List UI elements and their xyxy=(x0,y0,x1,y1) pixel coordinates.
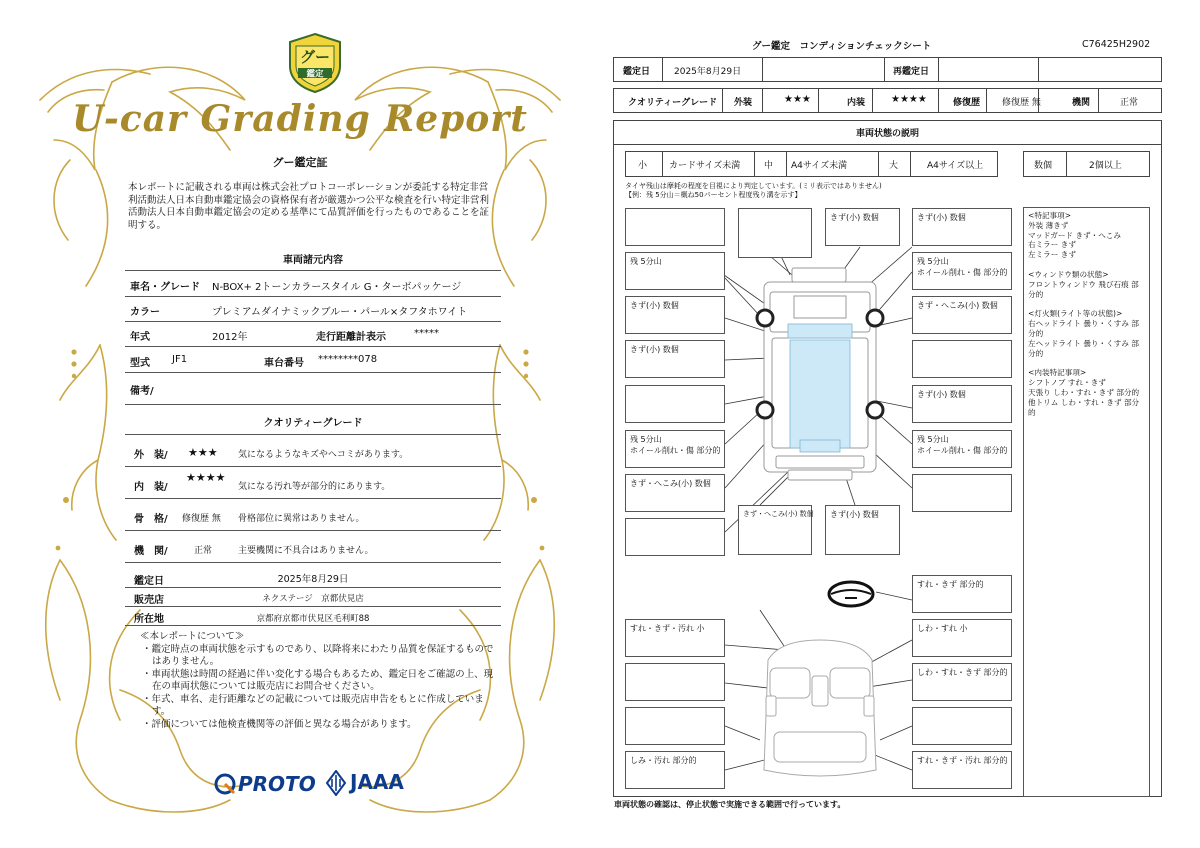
note-item: ・年式、車名、走行距離などの記載については販売店申告をもとに作成しています。 xyxy=(142,693,484,717)
interior-grade-label: 内 装/ xyxy=(134,482,168,493)
vehicle-name-value: N-BOX+ 2トーンカラースタイル G・ターボパッケージ xyxy=(212,282,462,293)
remarks-line: マッドガード きず・へこみ xyxy=(1028,230,1122,240)
footer-note: 車両状態の確認は、停止状態で実施できる範囲で行っています。 xyxy=(614,800,846,809)
engine-grade-label: 機 関/ xyxy=(134,546,168,557)
condition-box xyxy=(625,751,725,789)
condition-label: ホイール削れ・傷 部分的 xyxy=(917,268,1008,277)
exterior-grade-stars: ★★★ xyxy=(188,446,218,459)
vehicle-name-label: 車名・グレード xyxy=(130,282,200,293)
shop-value: ネクステージ 京都伏見店 xyxy=(262,594,364,604)
sheet-title: グー鑑定 コンディションチェックシート xyxy=(752,41,932,52)
remarks-line: 左ヘッドライト 曇り・くすみ 部分的 xyxy=(1028,338,1139,358)
remarks-heading: <特記事項> xyxy=(1028,211,1072,220)
condition-label: きず(小) 数個 xyxy=(917,213,966,222)
condition-box xyxy=(625,252,725,290)
tire-note-1: タイヤ残山は摩耗の程度を目視により判定しています。(ミリ表示ではありません) xyxy=(625,182,882,190)
interior-stars: ★★★★ xyxy=(891,94,927,105)
frame-grade-label: 骨 格/ xyxy=(134,514,168,525)
divider xyxy=(125,434,501,435)
spec-heading: 車両諸元内容 xyxy=(283,255,343,266)
condition-box xyxy=(912,385,1012,423)
badge-line2: 鑑定 xyxy=(306,69,324,80)
condition-label: しわ・すれ 小 xyxy=(917,624,968,633)
remarks-line: 右ヘッドライト 曇り・くすみ 部分的 xyxy=(1028,319,1139,338)
remarks-label: 備考/ xyxy=(130,386,154,397)
size-small-desc: カードサイズ未満 xyxy=(669,161,741,171)
divider xyxy=(125,346,501,347)
model-label: 型式 xyxy=(130,358,150,369)
divider xyxy=(125,321,501,322)
chassis-value: ********078 xyxy=(318,354,378,365)
condition-box xyxy=(912,751,1012,789)
engine-value: 正常 xyxy=(1120,98,1139,108)
vehicle-color-label: カラー xyxy=(130,307,160,318)
condition-box xyxy=(912,619,1012,657)
divider xyxy=(125,587,501,588)
condition-box xyxy=(625,385,725,423)
condition-box xyxy=(912,474,1012,512)
remarks-heading: <ウィンドウ類の状態> xyxy=(1028,269,1109,279)
divider xyxy=(125,606,501,607)
mileage-label: 走行距離計表示 xyxy=(316,332,386,343)
condition-box xyxy=(912,663,1012,701)
condition-label: 残 5分山 xyxy=(630,257,662,266)
proto-logo: PROTO xyxy=(238,772,316,796)
condition-box xyxy=(625,340,725,378)
count-label: 数個 xyxy=(1034,161,1053,171)
frame-grade-value: 修復歴 無 xyxy=(182,514,221,524)
condition-label: ホイール削れ・傷 部分的 xyxy=(917,446,1008,455)
condition-label: すれ・きず 部分的 xyxy=(917,580,984,589)
condition-box xyxy=(912,208,1012,246)
condition-box xyxy=(912,296,1012,334)
interior-grade-stars: ★★★★ xyxy=(186,471,226,484)
condition-box xyxy=(912,252,1012,290)
quality-heading: クオリティーグレード xyxy=(263,418,363,429)
remarks-line: フロントウィンドウ 飛び石痕 部分的 xyxy=(1028,279,1139,299)
condition-box xyxy=(912,575,1012,613)
report-notes xyxy=(140,631,496,731)
exterior-grade-desc: 気になるようなキズやヘコミがあります。 xyxy=(238,450,409,460)
condition-label: きず(小) 数個 xyxy=(830,213,879,222)
condition-box xyxy=(625,707,725,745)
divider xyxy=(125,498,501,499)
vehicle-year-label: 年式 xyxy=(130,332,150,343)
recheck-date-label: 再鑑定日 xyxy=(893,67,930,77)
remarks-line: 天張り しわ・すれ・きず 部分的 xyxy=(1028,387,1140,397)
condition-label: 残 5分山 xyxy=(630,435,662,444)
divider xyxy=(125,296,501,297)
condition-label: きず(小) 数個 xyxy=(630,345,679,354)
note-item: ・評価については他検査機関等の評価と異なる場合があります。 xyxy=(142,718,417,730)
notes-heading: ≪本レポートについて≫ xyxy=(140,631,245,642)
condition-box xyxy=(625,474,725,512)
condition-box xyxy=(625,518,725,556)
remarks-line: 右ミラー きず xyxy=(1028,240,1076,250)
divider xyxy=(125,625,501,626)
certificate-title: U-car Grading Report xyxy=(72,98,528,140)
remarks-line: 左ミラー きず xyxy=(1028,250,1076,260)
frame-grade-desc: 骨格部位に異常はありません。 xyxy=(238,514,365,524)
model-value: JF1 xyxy=(172,354,188,365)
condition-label: 残 5分山 xyxy=(917,435,949,444)
vehicle-color-value: プレミアムダイナミックブルー・パール×タフタホワイト xyxy=(212,307,468,318)
engine-grade-desc: 主要機関に不具合はありません。 xyxy=(238,546,374,556)
engine-grade-value: 正常 xyxy=(194,546,213,556)
divider xyxy=(125,466,501,467)
condition-box xyxy=(912,340,1012,378)
condition-label: 残 5分山 xyxy=(917,257,949,266)
size-mid-desc: A4サイズ未満 xyxy=(791,161,848,171)
remarks-heading: <内装特記事項> xyxy=(1028,368,1087,378)
divider xyxy=(125,404,501,405)
shop-label: 販売店 xyxy=(134,595,164,606)
remarks-line: 他トリム しわ・すれ・きず 部分的 xyxy=(1028,397,1140,417)
condition-label: きず(小) 数個 xyxy=(830,510,879,519)
repair-label: 修復歴 xyxy=(953,98,981,108)
size-large-label: 大 xyxy=(889,161,899,171)
condition-box xyxy=(825,208,900,246)
jaaa-logo-icon xyxy=(326,770,346,796)
note-item: ・鑑定時点の車両状態を示すものであり、以降将来にわたり品質を保証するものではありません。 xyxy=(142,643,494,667)
condition-box xyxy=(625,663,725,701)
condition-box xyxy=(625,619,725,657)
vehicle-year-value: 2012年 xyxy=(212,332,248,343)
size-mid-label: 中 xyxy=(764,161,774,171)
badge-line1: グー xyxy=(299,48,331,66)
grade-label: クオリティーグレード xyxy=(628,98,718,108)
condition-label: きず・へこみ(小) 数個 xyxy=(917,301,998,310)
condition-label: しみ・汚れ 部分的 xyxy=(630,756,697,765)
date-label: 鑑定日 xyxy=(623,67,651,77)
condition-label: きず・へこみ(小) 数個 xyxy=(630,479,711,488)
condition-box xyxy=(625,208,725,246)
note-item: ・車両状態は時間の経過に伴い変化する場合もあるため、鑑定日をご確認の上、現在の車両状態については販売店にお問合せください。 xyxy=(142,668,494,692)
divider xyxy=(125,562,501,563)
exterior-stars: ★★★ xyxy=(784,94,811,105)
remarks-line: シフトノブ すれ・きず xyxy=(1028,378,1106,388)
divider xyxy=(125,372,501,373)
mileage-value: ***** xyxy=(414,328,439,339)
tire-note-2: 【例：残 5分山＝概ね50パーセント程度残り溝を示す】 xyxy=(625,191,802,199)
remarks-heading: <灯火類(ライト等の状態)> xyxy=(1028,309,1123,319)
condition-label: きず・へこみ(小) 数個 xyxy=(743,510,814,518)
date-value: 2025年8月29日 xyxy=(674,67,742,77)
divider xyxy=(125,270,501,271)
condition-label: ホイール削れ・傷 部分的 xyxy=(630,446,721,455)
interior-label: 内装 xyxy=(847,98,866,108)
exterior-label: 外装 xyxy=(734,98,753,108)
certificate-intro-text: 本レポートに記載される車両は株式会社プロトコーポレーションが委託する特定非営利活動法人日本自動車鑑定協会の資格保有者が厳選かつ公平な検査を行い特定非営利活動法人日本自動車鑑定協会の定める基準にて品質評価を行ったものであることを証明する。 xyxy=(128,182,490,231)
steering-wheel-icon xyxy=(829,582,873,606)
count-desc: 2個以上 xyxy=(1089,161,1122,171)
condition-box xyxy=(738,208,812,258)
address-label: 所在地 xyxy=(134,614,164,625)
special-remarks xyxy=(1023,207,1150,797)
proto-logo-icon xyxy=(214,773,236,795)
condition-box xyxy=(912,707,1012,745)
condition-label: しわ・すれ・きず 部分的 xyxy=(917,668,1008,677)
divider xyxy=(125,530,501,531)
condition-label: すれ・きず・汚れ 部分的 xyxy=(917,756,1008,765)
state-heading: 車両状態の説明 xyxy=(855,129,919,139)
jaaa-logo: JAAA xyxy=(350,770,404,794)
interior-grade-desc: 気になる汚れ等が部分的にあります。 xyxy=(238,482,391,492)
sheet-code: C76425H2902 xyxy=(1082,39,1151,50)
condition-box xyxy=(625,430,725,468)
address-value: 京都府京都市伏見区毛利町88 xyxy=(256,614,370,624)
condition-box xyxy=(738,505,812,555)
engine-label: 機関 xyxy=(1072,98,1091,108)
size-large-desc: A4サイズ以上 xyxy=(927,161,984,171)
condition-box xyxy=(625,296,725,334)
condition-box xyxy=(825,505,900,555)
condition-label: きず(小) 数個 xyxy=(630,301,679,310)
remarks-line: 外装 薄きず xyxy=(1028,220,1069,230)
inspection-date-value: 2025年8月29日 xyxy=(277,574,349,585)
condition-box xyxy=(912,430,1012,468)
condition-label: すれ・きず・汚れ 小 xyxy=(630,624,705,633)
condition-label: きず(小) 数個 xyxy=(917,390,966,399)
inspection-date-label: 鑑定日 xyxy=(134,576,164,587)
certificate-subtitle: グー鑑定証 xyxy=(272,156,328,169)
size-small-label: 小 xyxy=(638,161,648,171)
repair-value: 修復歴 無 xyxy=(1002,98,1041,108)
exterior-grade-label: 外 装/ xyxy=(134,450,168,461)
goo-kantei-badge-icon xyxy=(286,32,344,94)
chassis-label: 車台番号 xyxy=(264,358,304,369)
